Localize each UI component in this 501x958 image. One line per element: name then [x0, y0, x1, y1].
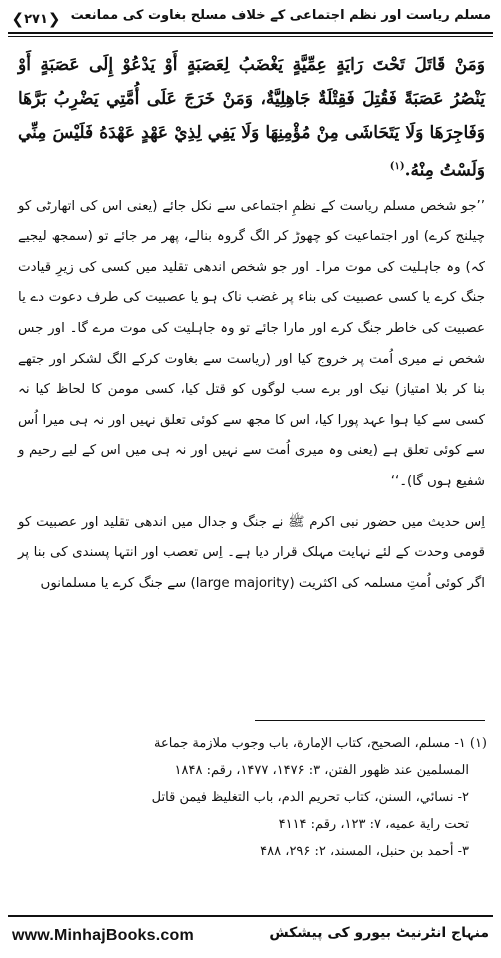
arabic-hadith-text: وَمَنْ قَاتَلَ تَحْتَ رَايَةٍ عِمِّيَّةٍ يَغْضَبُ لِعَصَبَةٍ أَوْ يَدْعُوْ إِلَى عَصَبَةٍ أَوْ يَنْصُرُ عَصَبَةً فَقُتِلَ فَقِتْلَةٌ جَاهِلِيَّةٌ، وَمَنْ خَرَجَ عَلَى أُمَّتِي يَضْرِبُ بَرَّهَا وَفَاجِرَهَا وَلَا يَتَحَاشَى مِنْ مُؤْمِنِهَا وَلَا يَفِي لِذِيْ عَهْدٍ عَهْدَهُ فَلَيْسَ مِنِّي وَلَسْتُ مِنْهُ.: [18, 55, 485, 181]
ornament-right-icon: ❯: [11, 10, 25, 28]
footnote-ref: (۱): [389, 161, 405, 172]
header-rule: [8, 32, 493, 34]
footnote-line: (۱) ۱- مسلم، الصحيح، كتاب الإمارة، باب وجوب ملازمة جماعة: [154, 736, 487, 751]
header-rule-thin: [8, 36, 493, 37]
footer-rule: [8, 915, 493, 917]
page-header: [8, 6, 493, 32]
publisher-brand: منہاج انٹرنیٹ بیورو کی پیشکش: [269, 925, 489, 941]
page-number-value: ۲۷۱: [24, 11, 48, 27]
ornament-left-icon: ❮: [47, 10, 61, 28]
page-number: [8, 8, 64, 30]
arabic-hadith: [18, 48, 485, 188]
footnote-line: ۳- أحمد بن حنبل، المسند، ۲: ۲۹۶، ۴۸۸: [260, 844, 469, 859]
footnote-line: ۲- نسائي، السنن، كتاب تحريم الدم، باب التغليظ فيمن قاتل: [151, 790, 469, 805]
footnotes: [18, 730, 487, 865]
commentary-text-start: اِس حدیث میں حضور نبی اکرم ﷺ نے جنگ و جدال میں اندھی تقلید اور عصبیت کو قومی وحدت کے لئے نہایت مہلک قرار دیا ہے۔ اِس تعصب اور انتہا پسندی کی بنا پر اگر کوئی اُمتِ مسلمہ کی اکثریت (: [18, 514, 485, 591]
footnote-line: تحت راية عميه، ۷: ۱۲۳، رقم: ۴۱۱۴: [278, 817, 469, 832]
footnote-separator: [255, 720, 485, 721]
page-footer: [8, 921, 493, 951]
commentary-english-term: large majority: [195, 575, 290, 591]
commentary-text-end: ) سے جنگ کرے یا مسلمانوں: [40, 575, 196, 591]
footnote-line: المسلمين عند ظهور الفتن، ۳: ۱۴۷۶، ۱۴۷۷، رقم: ۱۸۴۸: [174, 763, 469, 778]
commentary-paragraph: [18, 508, 485, 600]
running-title: مسلم ریاست اور نظمِ اجتماعی کے خلاف مسلح بغاوت کی ممانعت: [70, 8, 491, 23]
urdu-translation: ’’جو شخص مسلم ریاست کے نظمِ اجتماعی سے نکل جائے (یعنی اس کی اتھارٹی کو چیلنج کرے) اور اجتماعیت کو چھوڑ کر الگ گروہ بنالے، پھر مر جائے تو (سمجھ لیجیے کہ) وہ جاہلیت کی موت مرا۔ اور جو شخص اندھی تقلید میں کسی کی زیرِ قیادت جنگ کرے یا کسی عصبیت کی بناء پر غضب ناک ہو یا عصبیت کی طرف دعوت دے یا عصبیت کی خاطر جنگ کرے اور مارا جائے تو وہ جاہلیت کی موت مرے گا۔ اور جس شخص نے میری اُمت پر خروج کیا اور (ریاست سے بغاوت کرکے الگ لشکر اور جتھے بنا کر بلا امتیاز) نیک اور برے سب لوگوں کو قتل کیا، کسی مومن کا لحاظ کیا نہ کسی سے کیا ہوا عہد پورا کیا، اس کا مجھ سے کوئی تعلق نہیں اور نہ ہی میرا اُس سے کوئی تعلق ہے (یعنی وہ میری اُمت سے نہیں اور نہ ہی میں اس کے لیے رحیم و شفیع ہوں گا)۔‘‘: [18, 198, 485, 489]
website-link[interactable]: www.MinhajBooks.com: [12, 927, 194, 944]
main-text: [18, 48, 485, 599]
